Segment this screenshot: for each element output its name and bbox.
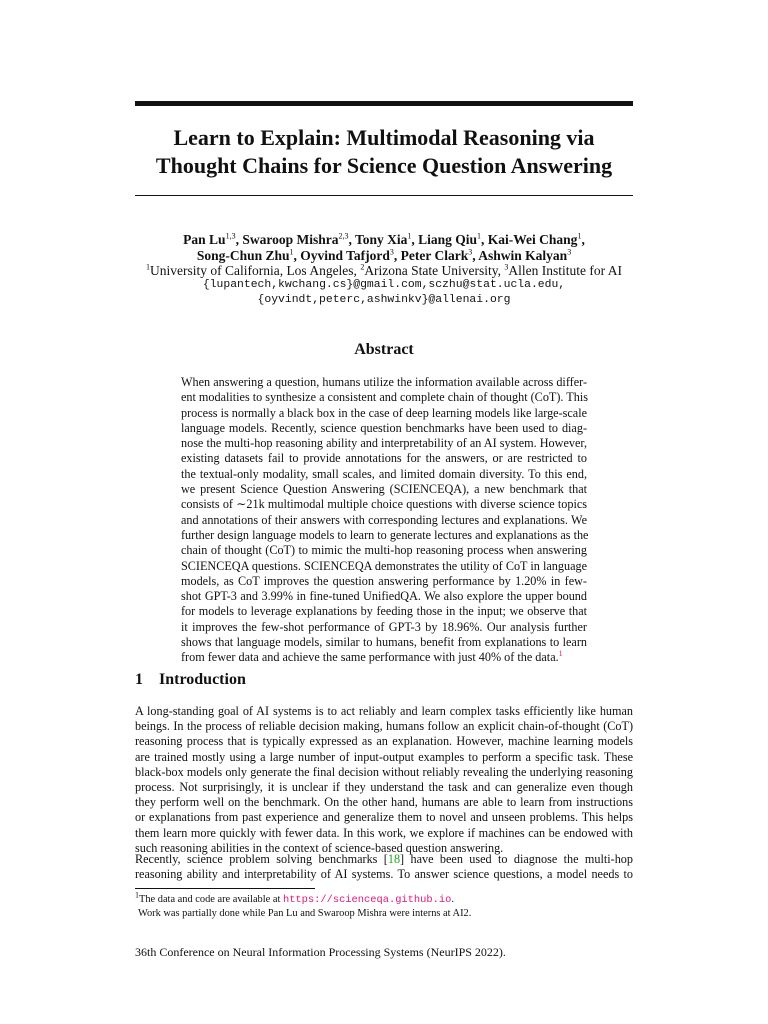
section-number: 1 bbox=[135, 671, 143, 688]
footnote-1 bbox=[135, 890, 471, 907]
body-line: black-box models only generate the final decision without reliably revealing the underlying reasoning bbox=[135, 764, 633, 779]
abstract-line: from fewer data and achieve the same performance with just 40% of the data. bbox=[181, 650, 559, 665]
abstract-line: language models. Recently, science question benchmarks have been used to diag- bbox=[181, 420, 587, 435]
author-affil-sup: 1 bbox=[289, 247, 294, 257]
affiliation: Arizona State University, bbox=[364, 263, 505, 278]
body-line: are trained mostly using a large number of input-output examples to perform a specific task. These bbox=[135, 749, 633, 764]
author-name: Song-Chun Zhu bbox=[196, 248, 290, 263]
abstract-line: shot GPT-3 and 3.99% in fine-tuned UnifiedQA. We also explore the upper bound bbox=[181, 589, 587, 604]
abstract-line: it improves the few-shot performance of GPT-3 by 18.96%. Our analysis further bbox=[181, 619, 587, 634]
author-separator: , bbox=[235, 232, 243, 247]
footnote-marker-link[interactable]: 1 bbox=[558, 649, 563, 659]
body-line: or explanations from past experience and generalize them to novel and unseen problems. This helps bbox=[135, 810, 633, 825]
affiliation: Allen Institute for AI bbox=[508, 263, 623, 278]
abstract-heading: Abstract bbox=[354, 341, 414, 358]
paper-title-line-1: Learn to Explain: Multimodal Reasoning via bbox=[173, 125, 595, 150]
author-affil-sup: 3 bbox=[389, 247, 394, 257]
abstract-line: the textual-only modality, small scales, and limited domain diversity. To this end, bbox=[181, 466, 587, 481]
body-text: Recently, science problem solving benchmarks [ bbox=[135, 852, 388, 866]
author-line-2 bbox=[120, 248, 648, 264]
abstract-body bbox=[181, 375, 587, 666]
intro-paragraph-2 bbox=[135, 852, 633, 882]
author-affil-sup: 1,3 bbox=[225, 231, 236, 241]
section-title: Introduction bbox=[159, 671, 246, 688]
author-name: Tony Xia bbox=[354, 232, 408, 247]
author-name: Pan Lu bbox=[183, 232, 226, 247]
conference-note: 36th Conference on Neural Information Processing Systems (NeurIPS 2022). bbox=[135, 945, 506, 959]
abstract-line: process is normally a black box in the case of deep learning models like large-scale bbox=[181, 405, 587, 420]
author-list bbox=[120, 232, 648, 264]
abstract-line: nose the multi-hop reasoning ability and interpretability of an AI system. However, bbox=[181, 436, 587, 451]
body-line: them learn more quickly with fewer data. In this work, we explore if machines can be endowed with bbox=[135, 825, 633, 840]
affiliations bbox=[120, 263, 648, 279]
intro-paragraph-1 bbox=[135, 704, 633, 856]
abstract-line: chain of thought (CoT) to mimic the multi-hop reasoning process when answering bbox=[181, 543, 587, 558]
section-heading bbox=[135, 671, 246, 689]
author-name: Liang Qiu bbox=[418, 232, 478, 247]
author-separator: , bbox=[293, 248, 301, 263]
abstract-line: models, as CoT improves the question answering performance by 1.20% in few- bbox=[181, 573, 587, 588]
author-name: Kai-Wei Chang bbox=[487, 232, 578, 247]
affil-sup: 1 bbox=[145, 262, 150, 272]
body-line: reasoning ability and interpretability of AI systems. To answer science questions, a model needs to bbox=[135, 867, 633, 882]
author-affil-sup: 3 bbox=[468, 247, 473, 257]
footnote-text: The data and code are available at bbox=[139, 894, 283, 905]
title-bottom-rule bbox=[135, 195, 633, 196]
author-affil-sup: 1 bbox=[407, 231, 412, 241]
author-separator: , bbox=[393, 248, 401, 263]
author-emails bbox=[120, 278, 648, 308]
email-line-1: {lupantech,kwchang.cs}@gmail.com,sczhu@stat.ucla.edu, bbox=[202, 279, 566, 291]
author-affil-sup: 1 bbox=[477, 231, 482, 241]
abstract-line: ent modalities to synthesize a consistent and complete chain of thought (CoT). This bbox=[181, 390, 588, 405]
paper-title bbox=[135, 124, 633, 180]
citation-link[interactable]: 18 bbox=[387, 852, 401, 866]
author-separator: , bbox=[411, 232, 419, 247]
author-name: Swaroop Mishra bbox=[242, 232, 339, 247]
paper-title-line-2: Thought Chains for Science Question Answering bbox=[155, 153, 613, 178]
abstract-line: shows that language models, similar to humans, benefit from explanations to learn bbox=[181, 635, 587, 650]
author-separator: , bbox=[472, 248, 479, 263]
author-line-1 bbox=[120, 232, 648, 248]
abstract-line: for models to leverage explanations by feeding those in the input; we observe that bbox=[181, 604, 587, 619]
footnote-2: Work was partially done while Pan Lu and Swaroop Mishra were interns at AI2. bbox=[138, 908, 472, 919]
footnotes bbox=[135, 890, 472, 920]
body-text: ] have been used to diagnose the multi-hop bbox=[400, 852, 633, 866]
abstract-line: consists of ∼21k multimodal multiple choice questions with diverse science topics bbox=[181, 497, 587, 512]
abstract-line: we present Science Question Answering (SCIENCEQA), a new benchmark that bbox=[181, 482, 587, 497]
body-line: such reasoning abilities in the context of science-based question answering. bbox=[135, 840, 504, 855]
author-name: Oyvind Tafjord bbox=[300, 248, 390, 263]
author-affil-sup: 1 bbox=[577, 231, 582, 241]
abstract-last-line bbox=[181, 650, 587, 665]
author-affil-sup: 3 bbox=[567, 247, 572, 257]
affiliation: University of California, Los Angeles, bbox=[149, 263, 361, 278]
abstract-line: further design language models to learn to generate lectures and explanations as the bbox=[181, 527, 589, 542]
body-line: A long-standing goal of AI systems is to act reliably and learn complex tasks efficiently like human bbox=[135, 704, 633, 718]
body-line bbox=[135, 852, 633, 867]
abstract-line: When answering a question, humans utilize the information available across differ- bbox=[181, 375, 587, 389]
email-line-2: {oyvindt,peterc,ashwinkv}@allenai.org bbox=[257, 294, 511, 306]
code-url-link[interactable]: https://scienceqa.github.io bbox=[282, 894, 452, 906]
title-top-rule bbox=[135, 101, 633, 106]
body-line: they perform well on the benchmark. On the other hand, humans are able to learn from instructions bbox=[135, 795, 633, 810]
abstract-line: and annotations of their answers with corresponding lectures and explanations. We bbox=[181, 512, 587, 527]
footnote-number: 1 bbox=[135, 890, 139, 900]
author-separator: , bbox=[581, 232, 585, 247]
affil-sup: 3 bbox=[504, 262, 509, 272]
body-line: process. Not surprisingly, it is unclear if they understand the task and can generalize even though bbox=[135, 780, 633, 795]
abstract-line: SCIENCEQA questions. SCIENCEQA demonstrates the utility of CoT in language bbox=[181, 558, 587, 573]
abstract-line: existing datasets fail to provide annotations for the answers, or are restricted to bbox=[181, 451, 587, 466]
footnote-rule bbox=[135, 888, 315, 889]
author-name: Ashwin Kalyan bbox=[478, 248, 568, 263]
author-separator: , bbox=[348, 232, 355, 247]
body-line: reasoning process that is typically expressed as an explanation. However, machine learning models bbox=[135, 734, 633, 749]
footnote-text: . bbox=[451, 894, 454, 905]
author-separator: , bbox=[481, 232, 488, 247]
author-affil-sup: 2,3 bbox=[338, 231, 349, 241]
author-name: Peter Clark bbox=[400, 248, 469, 263]
body-line: beings. In the process of reliable decision making, humans follow an explicit chain-of-thought (CoT) bbox=[135, 719, 633, 734]
affil-sup: 2 bbox=[360, 262, 365, 272]
